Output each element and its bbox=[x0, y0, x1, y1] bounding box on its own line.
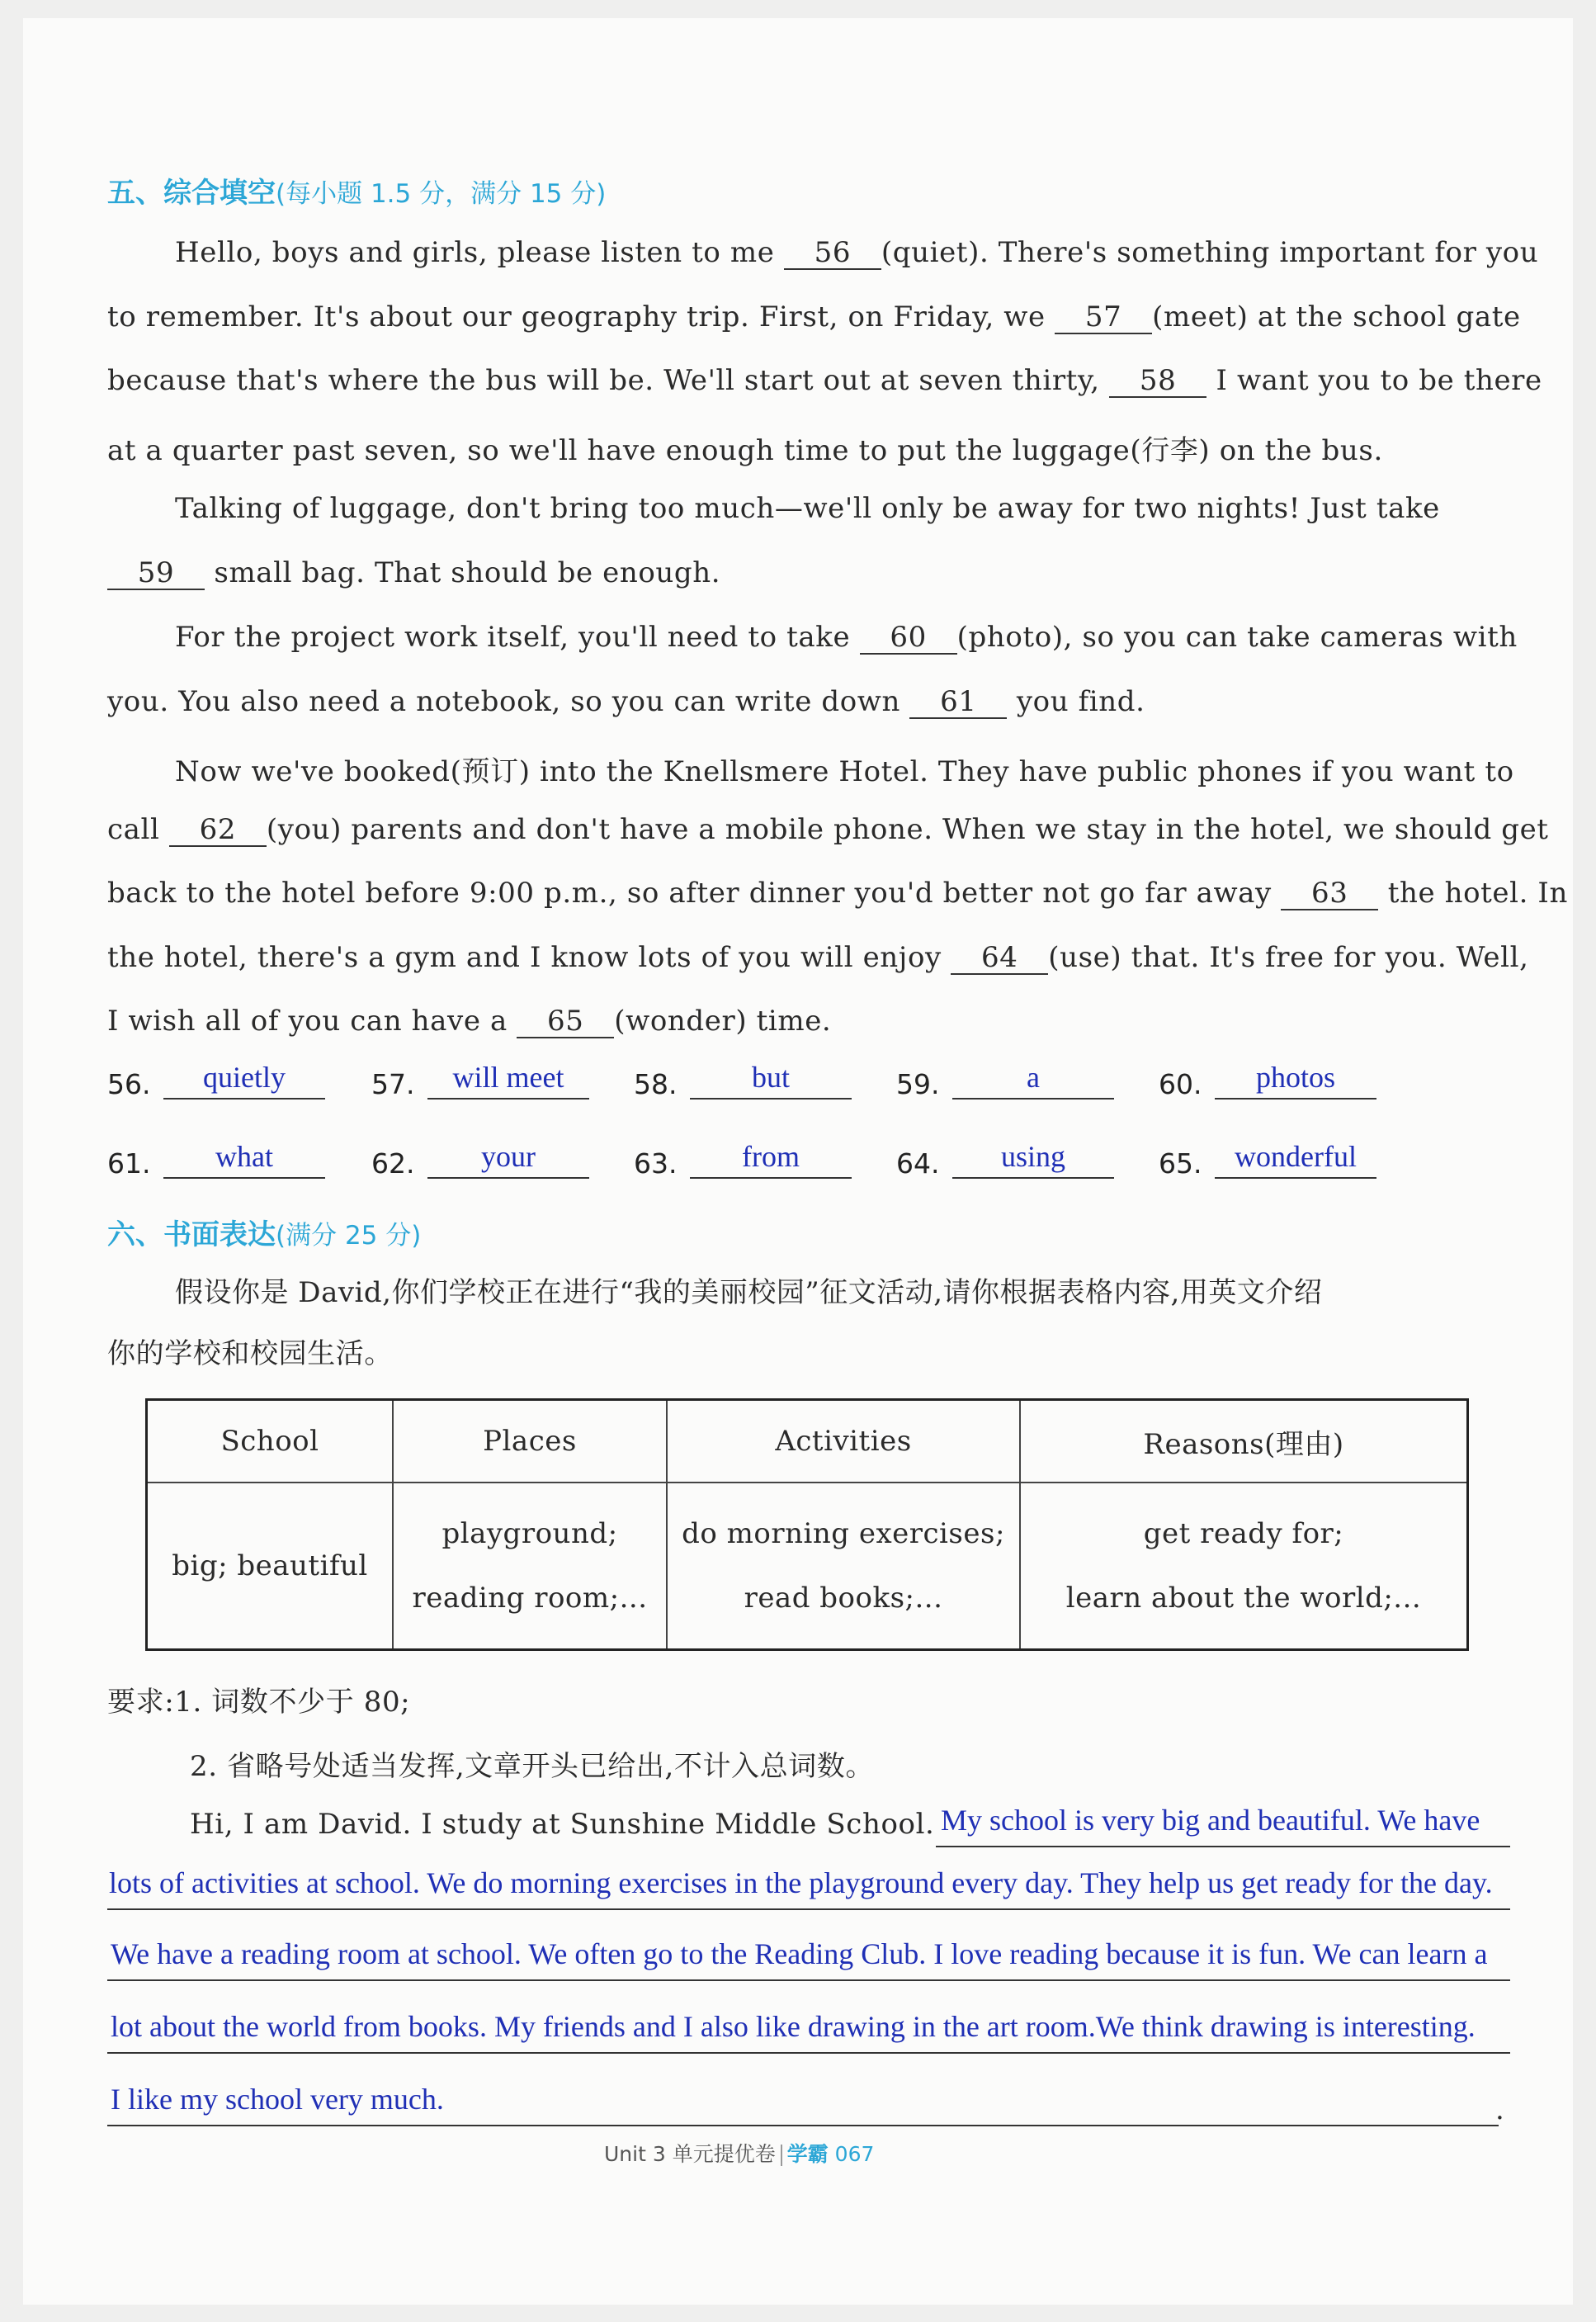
answer-number: 65. bbox=[1159, 1147, 1202, 1180]
blank-59: 59 bbox=[107, 559, 205, 590]
writing-rule bbox=[107, 2125, 1499, 2126]
blank-62: 62 bbox=[169, 816, 267, 847]
answer-field: will meet bbox=[427, 1057, 589, 1100]
passage-line: you. You also need a notebook, so you can write down 61 you find. bbox=[107, 685, 1145, 718]
answer-field: using bbox=[952, 1136, 1114, 1179]
answer-number: 61. bbox=[107, 1147, 151, 1180]
essay-line: We have a reading room at school. We often go to the Reading Club. I love reading because it is fun. We can learn a bbox=[111, 1937, 1488, 1970]
info-table bbox=[145, 1398, 1469, 1651]
section6-title bbox=[107, 1212, 421, 1252]
essay-opening: Hi, I am David. I study at Sunshine Middle School. bbox=[190, 1808, 935, 1841]
blank-60: 60 bbox=[860, 623, 957, 655]
blank-57: 57 bbox=[1055, 303, 1152, 334]
table-header: Reasons(理由) bbox=[1020, 1400, 1468, 1483]
requirement-1: 要求:1. 词数不少于 80; bbox=[107, 1686, 411, 1719]
answer-number: 62. bbox=[371, 1147, 415, 1180]
section6-score-note: (满分 25 分) bbox=[276, 1221, 422, 1251]
passage-line: to remember. It's about our geography trip. First, on Friday, we 57 (meet) at the school gate bbox=[107, 300, 1521, 333]
table-header: School bbox=[147, 1400, 394, 1483]
answer-number: 60. bbox=[1159, 1068, 1202, 1100]
answer-number: 57. bbox=[371, 1068, 415, 1100]
table-cell: get ready for; learn about the world;... bbox=[1020, 1483, 1468, 1650]
answer-field: a bbox=[952, 1057, 1114, 1100]
table-cell: do morning exercises; read books;... bbox=[667, 1483, 1020, 1650]
answer-field: photos bbox=[1215, 1057, 1376, 1100]
footer-brand: 学霸 bbox=[786, 2142, 829, 2166]
section5-heading: 五、综合填空 bbox=[107, 177, 276, 210]
answer-field: wonderful bbox=[1215, 1136, 1376, 1179]
passage-line: because that's where the bus will be. We'll start out at seven thirty, 58 I want you to be there bbox=[107, 364, 1542, 397]
answer-number: 59. bbox=[896, 1068, 940, 1100]
passage-line: back to the hotel before 9:00 p.m., so after dinner you'd better not go far away 63 the hotel. In bbox=[107, 877, 1568, 910]
answer-field: from bbox=[690, 1136, 852, 1179]
answer-number: 58. bbox=[634, 1068, 678, 1100]
essay-line: I like my school very much. bbox=[111, 2083, 444, 2116]
table-header-row bbox=[147, 1400, 1468, 1483]
blank-61: 61 bbox=[909, 688, 1007, 719]
passage-line: I wish all of you can have a 65 (wonder) time. bbox=[107, 1005, 832, 1038]
passage-line: For the project work itself, you'll need to take 60 (photo), so you can take cameras with bbox=[175, 621, 1518, 654]
table-header: Places bbox=[393, 1400, 667, 1483]
answer-field: what bbox=[163, 1136, 325, 1179]
blank-56: 56 bbox=[784, 239, 881, 270]
table-row bbox=[147, 1483, 1468, 1650]
table-header: Activities bbox=[667, 1400, 1020, 1483]
section6-heading: 六、书面表达 bbox=[107, 1218, 276, 1251]
prompt-line: 你的学校和校园生活。 bbox=[107, 1337, 393, 1370]
writing-rule bbox=[107, 1979, 1510, 1981]
passage-line: at a quarter past seven, so we'll have enough time to put the luggage(行李) on the bus. bbox=[107, 434, 1383, 467]
page-footer bbox=[604, 2138, 874, 2168]
essay-line: lot about the world from books. My friends and I also like drawing in the art room.We think drawing is interesting. bbox=[111, 2010, 1476, 2043]
passage-line: call 62 (you) parents and don't have a mobile phone. When we stay in the hotel, we should get bbox=[107, 813, 1549, 846]
answer-number: 56. bbox=[107, 1068, 151, 1100]
footer-unit: Unit 3 单元提优卷 bbox=[604, 2142, 776, 2166]
answer-number: 63. bbox=[634, 1147, 678, 1180]
requirement-2: 2. 省略号处适当发挥,文章开头已给出,不计入总词数。 bbox=[190, 1750, 875, 1783]
end-period: . bbox=[1495, 2093, 1505, 2126]
writing-rule bbox=[936, 1846, 1510, 1847]
passage-line: the hotel, there's a gym and I know lots of you will enjoy 64 (use) that. It's free for you. Well, bbox=[107, 941, 1529, 974]
essay-line: My school is very big and beautiful. We have bbox=[941, 1804, 1480, 1837]
blank-63: 63 bbox=[1281, 879, 1378, 910]
page-number: 067 bbox=[834, 2142, 875, 2166]
blank-64: 64 bbox=[951, 943, 1048, 975]
passage-line: Hello, boys and girls, please listen to me 56 (quiet). There's something important for you bbox=[175, 236, 1539, 269]
table-cell: playground; reading room;... bbox=[393, 1483, 667, 1650]
passage-line: Now we've booked(预订) into the Knellsmere Hotel. They have public phones if you want to bbox=[175, 755, 1514, 788]
writing-rule bbox=[107, 2052, 1510, 2054]
passage-line: Talking of luggage, don't bring too much—we'll only be away for two nights! Just take bbox=[175, 492, 1440, 525]
writing-rule bbox=[107, 1908, 1510, 1910]
table-cell: big; beautiful bbox=[147, 1483, 394, 1650]
answer-field: your bbox=[427, 1136, 589, 1179]
section5-score-note: (每小题 1.5 分，满分 15 分) bbox=[276, 179, 607, 209]
answer-number: 64. bbox=[896, 1147, 940, 1180]
prompt-line: 假设你是 David,你们学校正在进行“我的美丽校园”征文活动,请你根据表格内容,用英文介绍 bbox=[175, 1276, 1323, 1309]
section5-title bbox=[107, 170, 606, 210]
footer-divider bbox=[781, 2145, 782, 2166]
passage-line: 59 small bag. That should be enough. bbox=[107, 556, 720, 590]
answer-field: but bbox=[690, 1057, 852, 1100]
blank-65: 65 bbox=[517, 1007, 614, 1038]
answer-field: quietly bbox=[163, 1057, 325, 1100]
blank-58: 58 bbox=[1109, 367, 1206, 398]
essay-line: lots of activities at school. We do morning exercises in the playground every day. They help us get ready for the day. bbox=[109, 1866, 1493, 1899]
